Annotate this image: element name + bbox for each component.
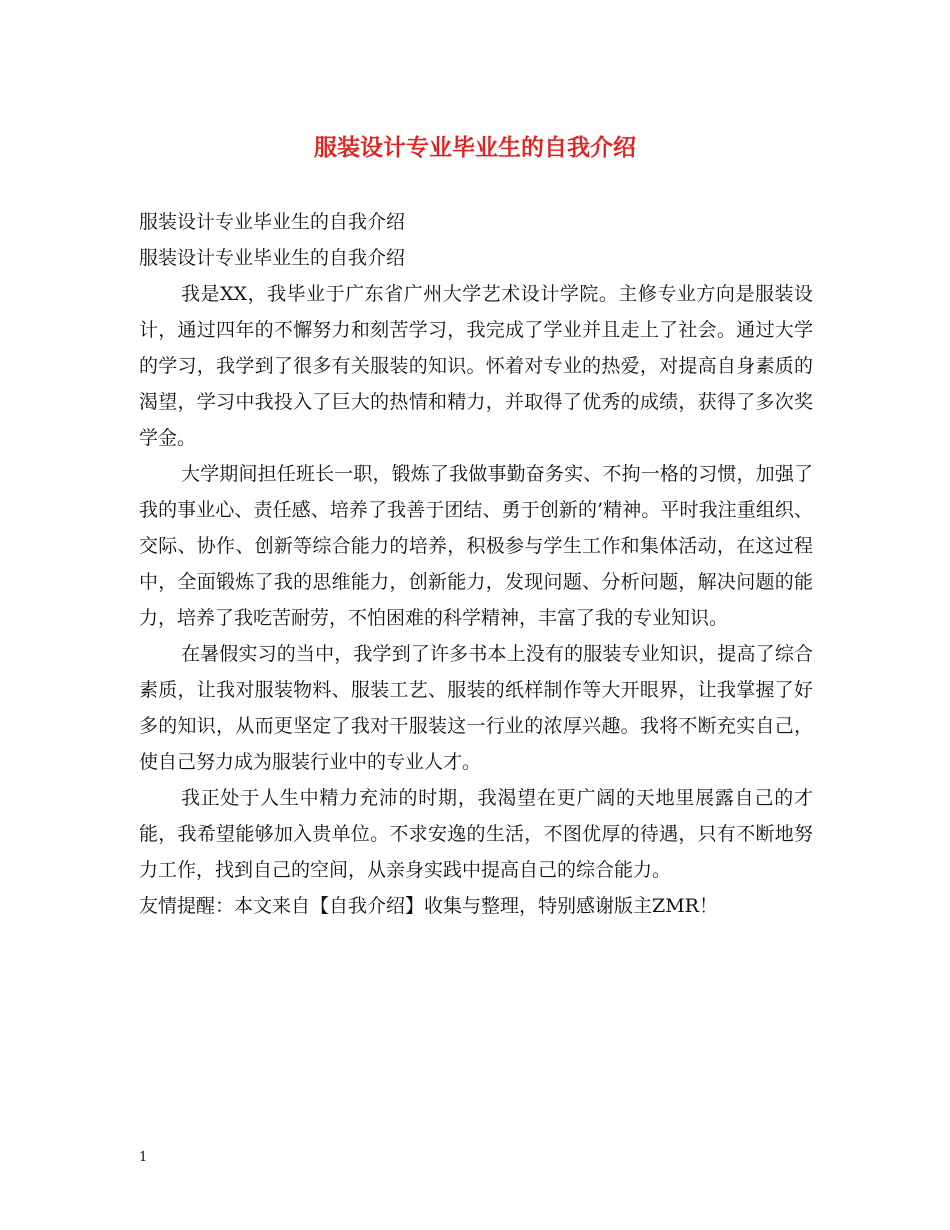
paragraph-4: 我正处于人生中精力充沛的时期，我渴望在更广阔的天地里展露自己的才能，我希望能够加入贵单位。不求安逸的生活，不图优厚的待遇，只有不断地努力工作，找到自己的空间，从亲身实践中提高自己的综合能力。 [139,787,813,881]
document-body [139,204,813,924]
paragraph-1: 我是XX，我毕业于广东省广州大学艺术设计学院。主修专业方向是服装设计，通过四年的不懈努力和刻苦学习，我完成了学业并且走上了社会。通过大学的学习，我学到了很多有关服装的知识。怀着对专业的热爱，对提高自身素质的渴望，学习中我投入了巨大的热情和精力，并取得了优秀的成绩，获得了多次奖学金。 [139,283,813,449]
paragraph-2: 大学期间担任班长一职，锻炼了我做事勤奋务实、不拘一格的习惯，加强了我的事业心、责任感、培养了我善于团结、勇于创新的’精神。平时我注重组织、交际、协作、创新等综合能力的培养，积极参与学生工作和集体活动，在这过程中，全面锻炼了我的思维能力，创新能力，发现问题、分析问题，解决问题的能力，培养了我吃苦耐劳，不怕困难的科学精神，丰富了我的专业知识。 [139,463,813,629]
heading-line-2: 服装设计专业毕业生的自我介绍 [139,247,406,269]
heading-line-1: 服装设计专业毕业生的自我介绍 [139,211,406,233]
reminder-note: 友情提醒：本文来自【自我介绍】收集与整理，特别感谢版主ZMR！ [139,895,718,917]
page-number: 1 [139,1150,148,1165]
document-title: 服装设计专业毕业生的自我介绍 [314,134,636,161]
paragraph-3: 在暑假实习的当中，我学到了许多书本上没有的服装专业知识，提高了综合素质，让我对服装物料、服装工艺、服装的纸样制作等大开眼界，让我掌握了好多的知识，从而更坚定了我对干服装这一行业的浓厚兴趣。我将不断充实自己，使自己努力成为服装行业中的专业人才。 [139,643,813,773]
